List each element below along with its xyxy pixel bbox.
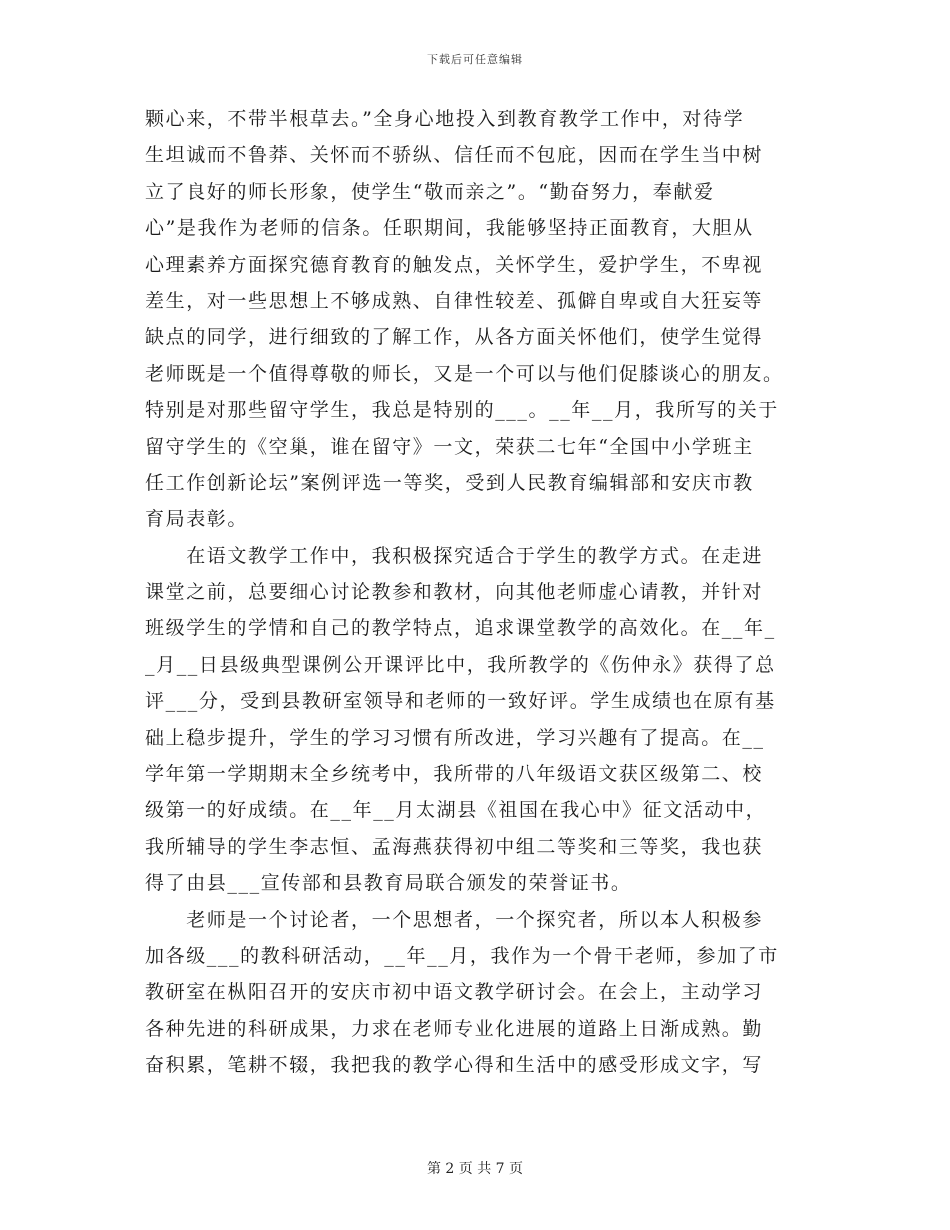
text-line: 任工作创新论坛”案例评选一等奖，受到人民教育编辑部和安庆市教 bbox=[145, 471, 754, 494]
text-line: 班级学生的学情和自己的教学特点，追求课堂教学的高效化。在__年_ bbox=[145, 617, 776, 640]
text-line: 立了良好的师长形象，使学生“敬而亲之”。“勤奋努力，奉献爱 bbox=[145, 180, 715, 203]
document-body bbox=[145, 101, 805, 1084]
text-line: 生坦诚而不鲁莽、关怀而不骄纵、信任而不包庇，因而在学生当中树 bbox=[145, 144, 764, 167]
text-line: 各种先进的科研成果，力求在老师专业化进展的道路上日渐成熟。勤 bbox=[145, 1017, 764, 1040]
text-line: _月__日县级典型课例公开课评比中，我所教学的《伤仲永》获得了总 bbox=[145, 653, 776, 676]
text-line: 差生，对一些思想上不够成熟、自律性较差、孤僻自卑或自大狂妄等 bbox=[145, 289, 764, 312]
text-line: 缺点的同学，进行细致的了解工作，从各方面关怀他们，使学生觉得 bbox=[145, 326, 764, 349]
text-line: 颗心来，不带半根草去。”全身心地投入到教育教学工作中，对待学 bbox=[145, 108, 745, 130]
text-line: 心”是我作为老师的信条。任职期间，我能够坚持正面教育，大胆从 bbox=[145, 217, 754, 240]
text-line: 教研室在枞阳召开的安庆市初中语文教学研讨会。在会上，主动学习 bbox=[145, 981, 764, 1004]
page-number: 第 2 页 共 7 页 bbox=[426, 1161, 524, 1177]
text-line: 育局表彰。 bbox=[145, 508, 249, 531]
text-line: 加各级___的教科研活动，__年__月，我作为一个骨干老师，参加了市 bbox=[145, 944, 779, 967]
text-line: 学年第一学期期末全乡统考中，我所带的八年级语文获区级第二、校 bbox=[145, 763, 764, 786]
text-line: 我所辅导的学生李志恒、孟海燕获得初中组二等奖和三等奖，我也获 bbox=[145, 835, 764, 858]
text-line: 级第一的好成绩。在__年__月太湖县《祖国在我心中》征文活动中， bbox=[145, 799, 767, 822]
text-line: 特别是对那些留守学生，我总是特别的___。__年__月，我所写的关于 bbox=[145, 399, 779, 422]
header-note: 下载后可任意编辑 bbox=[427, 53, 523, 66]
text-line: 在语文教学工作中，我积极探究适合于学生的教学方式。在走进 bbox=[145, 544, 764, 567]
text-line: 课堂之前，总要细心讨论教参和教材，向其他老师虚心请教，并针对 bbox=[145, 581, 764, 604]
text-line: 老师是一个讨论者，一个思想者，一个探究者，所以本人积极参 bbox=[145, 908, 764, 931]
text-line: 奋积累，笔耕不辍，我把我的教学心得和生活中的感受形成文字，写 bbox=[145, 1054, 764, 1077]
text-line: 心理素养方面探究德育教育的触发点，关怀学生，爱护学生，不卑视 bbox=[145, 253, 764, 276]
text-line: 得了由县___宣传部和县教育局联合颁发的荣誉证书。 bbox=[145, 872, 632, 895]
text-line: 老师既是一个值得尊敬的师长，又是一个可以与他们促膝谈心的朋友。 bbox=[145, 362, 784, 385]
text-line: 留守学生的《空巢，谁在留守》一文，荣获二七年“全国中小学班主 bbox=[145, 435, 754, 458]
text-line: 评___分，受到县教研室领导和老师的一致好评。学生成绩也在原有基 bbox=[145, 690, 776, 713]
text-line: 础上稳步提升，学生的学习习惯有所改进，学习兴趣有了提高。在__ bbox=[145, 726, 765, 749]
